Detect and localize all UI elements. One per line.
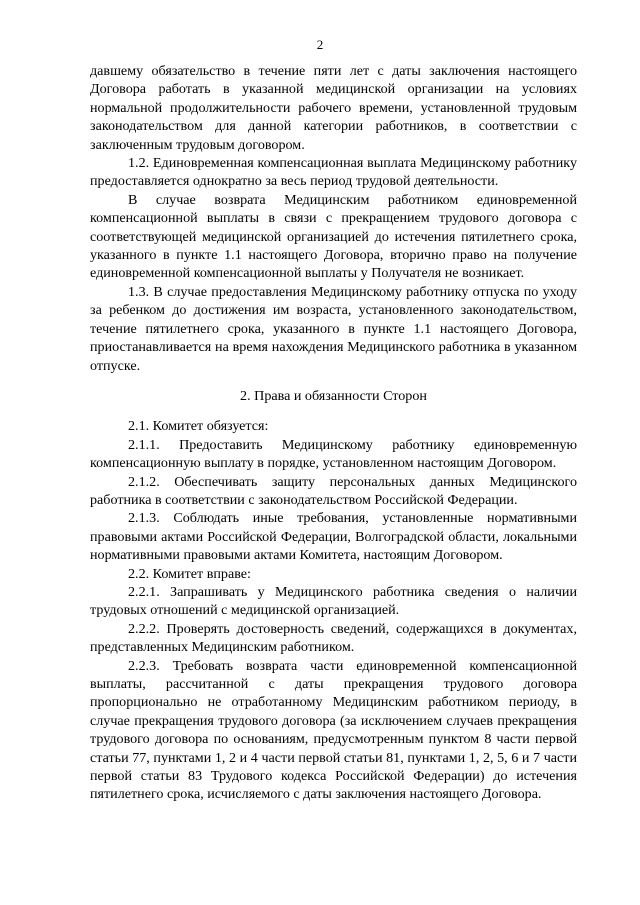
paragraph-2-2-3: 2.2.3. Требовать возврата части единовременной компенсационной выплаты, рассчитанной с даты прекращения трудового договора пропорционально не отработанному Медицинским работником периоду, в случае прекращения трудового договора (за исключением случаев прекращения трудового договора по основаниям, предусмотренным пунктом 8 части первой статьи 77, пунктами 1, 2 и 4 части первой статьи 81, пунктами 1, 2, 5, 6 и 7 части первой статьи 83 Трудового кодекса Российской Федерации) до истечения пятилетнего срока, исчисляемого с даты заключения настоящего Договора. bbox=[90, 657, 577, 803]
paragraph-continuation: давшему обязательство в течение пяти лет с даты заключения настоящего Договора работать в указанной медицинской организации на условиях нормальной продолжительности рабочего времени, установленной трудовым законодательством для данной категории работников, в соответствии с заключенным трудовым договором. bbox=[90, 63, 577, 153]
paragraph-2-1-2: 2.1.2. Обеспечивать защиту персональных данных Медицинского работника в соответствии с законодательством Российской Федерации. bbox=[90, 473, 577, 508]
page-number: 2 bbox=[316, 37, 324, 52]
paragraph-2-2-2: 2.2.2. Проверять достоверность сведений, содержащихся в документах, представленных Медицинским работником. bbox=[90, 620, 577, 656]
paragraph-refund-case: В случае возврата Медицинским работником единовременной компенсационной выплаты в связи с прекращением трудового договора с соответствующей медицинской организацией до истечения пятилетнего срока, указанного в пункте 1.1 настоящего Договора, вторично право на получение единовременной компенсационной выплаты у Получателя не возникает. bbox=[90, 191, 577, 282]
section-heading: 2. Права и обязанности Сторон bbox=[240, 387, 427, 404]
document-body bbox=[90, 62, 577, 804]
paragraph-2-1: 2.1. Комитет обязуется: bbox=[128, 418, 269, 435]
paragraph-1-3: 1.3. В случае предоставления Медицинскому работнику отпуска по уходу за ребенком до достижения им возраста, установленного законодательством, течение пятилетнего срока, указанного в пункте 1.1 настоящего Договора, приостанавливается на время нахождения Медицинского работника в указанном отпуске. bbox=[90, 283, 577, 374]
paragraph-2-2-1: 2.2.1. Запрашивать у Медицинского работника сведения о наличии трудовых отношений с медицинской организацией. bbox=[90, 583, 577, 619]
paragraph-2-1-1: 2.1.1. Предоставить Медицинскому работнику единовременную компенсационную выплату в порядке, установленном настоящим Договором. bbox=[90, 436, 577, 472]
paragraph-1-2: 1.2. Единовременная компенсационная выплата Медицинскому работнику предоставляется однократно за весь период трудовой деятельности. bbox=[90, 155, 577, 190]
paragraph-2-2: 2.2. Комитет вправе: bbox=[128, 565, 251, 582]
paragraph-2-1-3: 2.1.3. Соблюдать иные требования, установленные нормативными правовыми актами Российской Федерации, Волгоградской области, локальными нормативными правовыми актами Комитета, настоящим Договором. bbox=[90, 510, 577, 564]
